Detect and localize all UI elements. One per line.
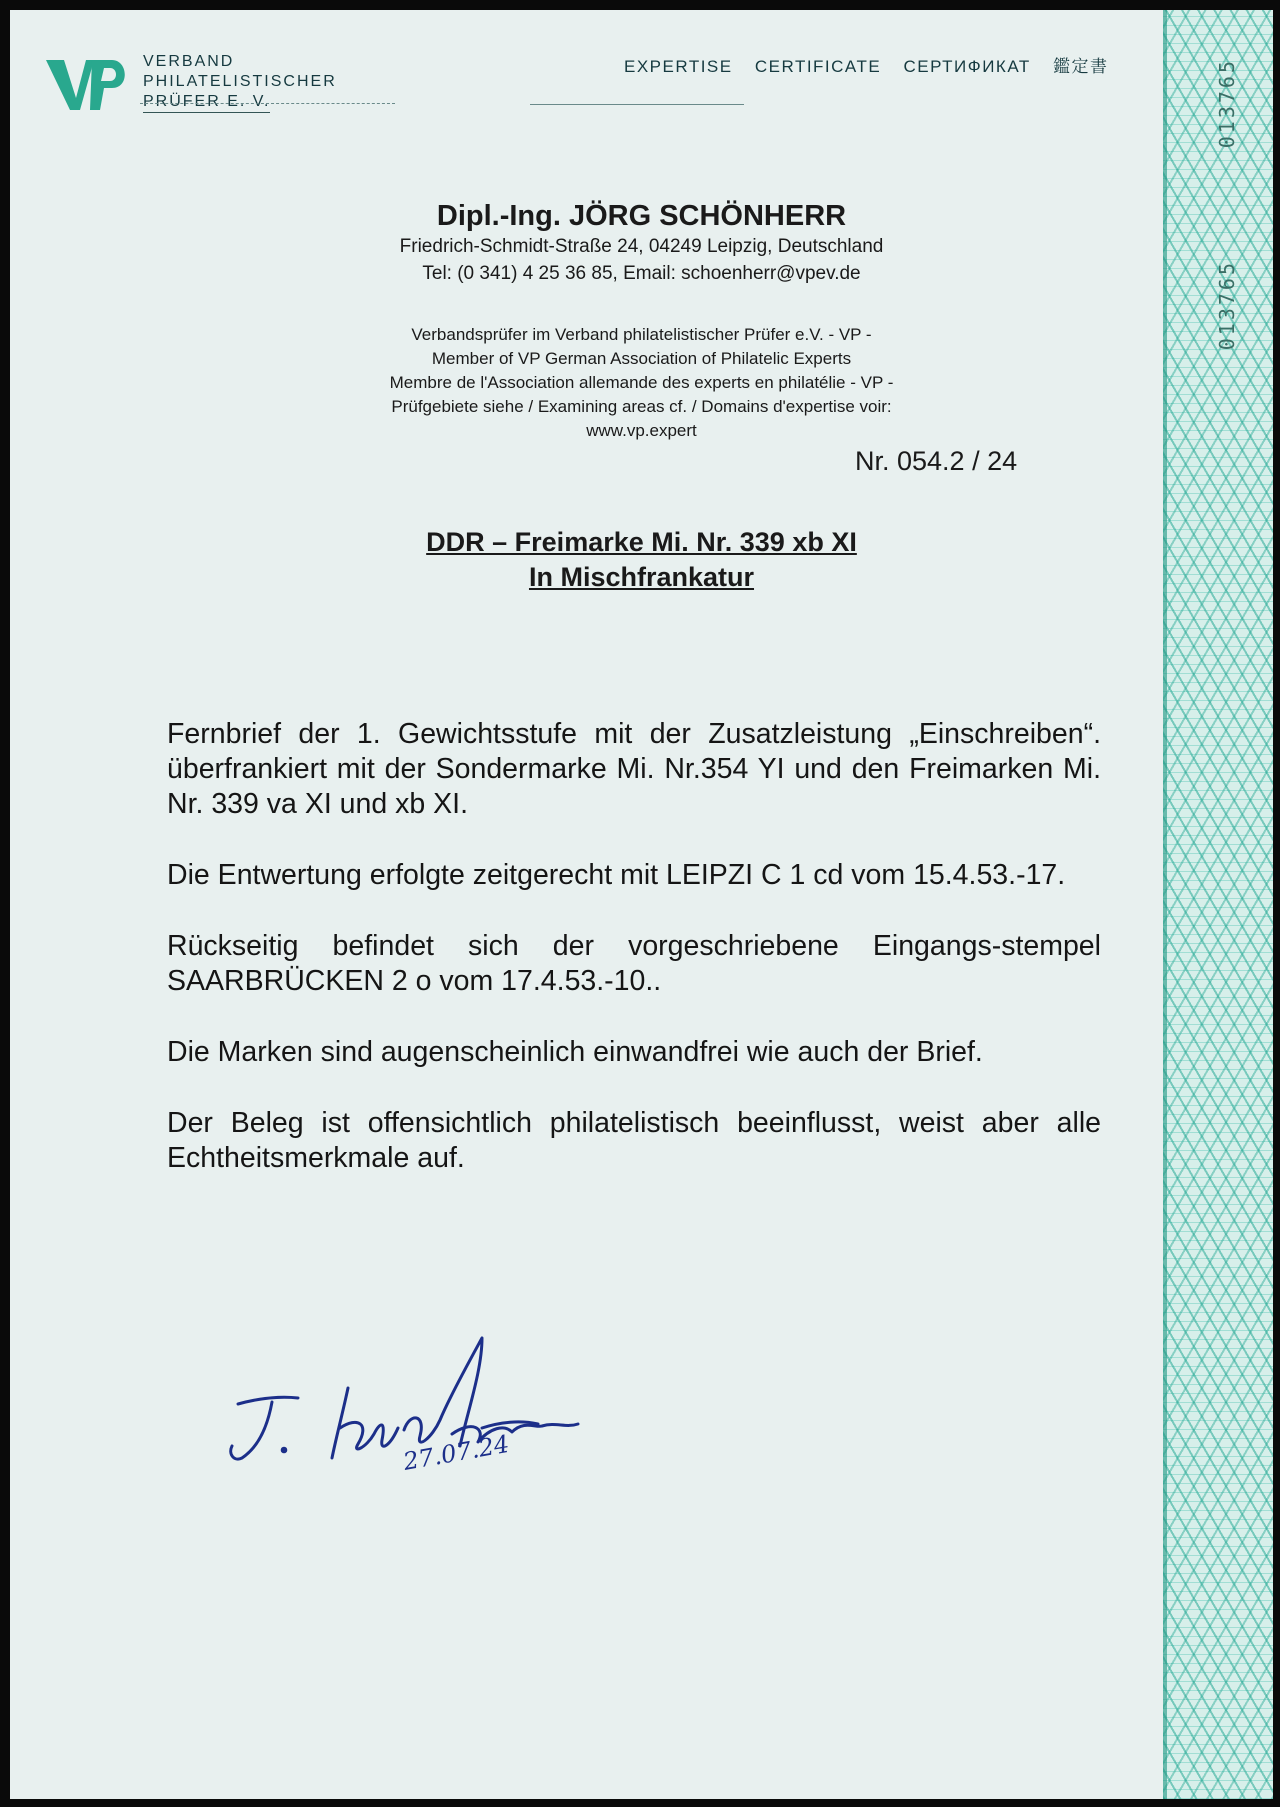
title-line-2: In Mischfrankatur [528,562,755,592]
body-paragraph: Die Entwertung erfolgte zeitgerecht mit LEIPZI C 1 cd vom 15.4.53.-17. [167,859,1066,891]
label-certificate: CERTIFICATE [754,57,882,76]
label-expertise: EXPERTISE [624,57,733,76]
membership-line: Verbandsprüfer im Verband philatelistischer Prüfer e.V. - VP - [411,325,872,344]
vp-logo-icon [42,48,132,118]
certificate-title [10,525,1273,595]
certificate-number: Nr. 054.2 / 24 [855,446,1018,476]
title-line-1: DDR – Freimarke Mi. Nr. 339 xb XI [426,527,857,557]
body-paragraph: Rückseitig befindet sich der vorgeschriebene Eingangs-stempel SAARBRÜCKEN 2 o vom 17.4.53.-10.. [167,930,1101,997]
serial-number-top: 013765 [1215,58,1239,149]
membership-line: Membre de l'Association allemande des experts en philatélie - VP - [389,373,894,392]
examiner-address: Friedrich-Schmidt-Straße 24, 04249 Leipzig, Deutschland [399,236,884,257]
examiner-name: Dipl.-Ing. JÖRG SCHÖNHERR [436,200,847,232]
membership-line: Member of VP German Association of Philatelic Experts [431,349,852,368]
body-paragraph: Die Marken sind augenscheinlich einwandfrei wie auch der Brief. [167,1036,983,1068]
membership-line: Prüfgebiete siehe / Examining areas cf. / Domains d'expertise voir: [391,397,892,416]
association-line-1: VERBAND [143,53,235,70]
letterhead-rule-center [530,104,744,105]
certificate-type-labels [624,52,1124,77]
examiner-contact: Tel: (0 341) 4 25 36 85, Email: schoenherr@vpev.de [422,263,861,284]
label-sertifikat: СЕРТИФИКАТ [903,57,1031,76]
serial-number-mid: 013765 [1215,260,1239,351]
association-line-2: PHILATELISTISCHER [143,73,337,90]
association-line-3: PRÜFER E. V. [143,92,270,113]
letterhead-rule-left [140,103,395,104]
handwritten-signature [220,1320,640,1480]
signature-date: 27.07.24 [401,1429,512,1476]
membership-website: www.vp.expert [586,421,697,440]
label-kanteisho: 鑑定書 [1052,57,1109,76]
body-paragraph: Der Beleg ist offensichtlich philatelistisch beeinflusst, weist aber alle Echtheitsmerkmale auf. [167,1107,1101,1174]
membership-block [10,323,1273,443]
body-paragraph: Fernbrief der 1. Gewichtsstufe mit der Zusatzleistung „Einschreiben“. überfrankiert mit der Sondermarke Mi. Nr.354 YI und den Freimarken Mi. Nr. 339 va XI und xb XI. [167,718,1101,820]
certificate-sheet [10,10,1273,1799]
examiner-header [10,200,1273,287]
certificate-body [167,717,1101,1212]
